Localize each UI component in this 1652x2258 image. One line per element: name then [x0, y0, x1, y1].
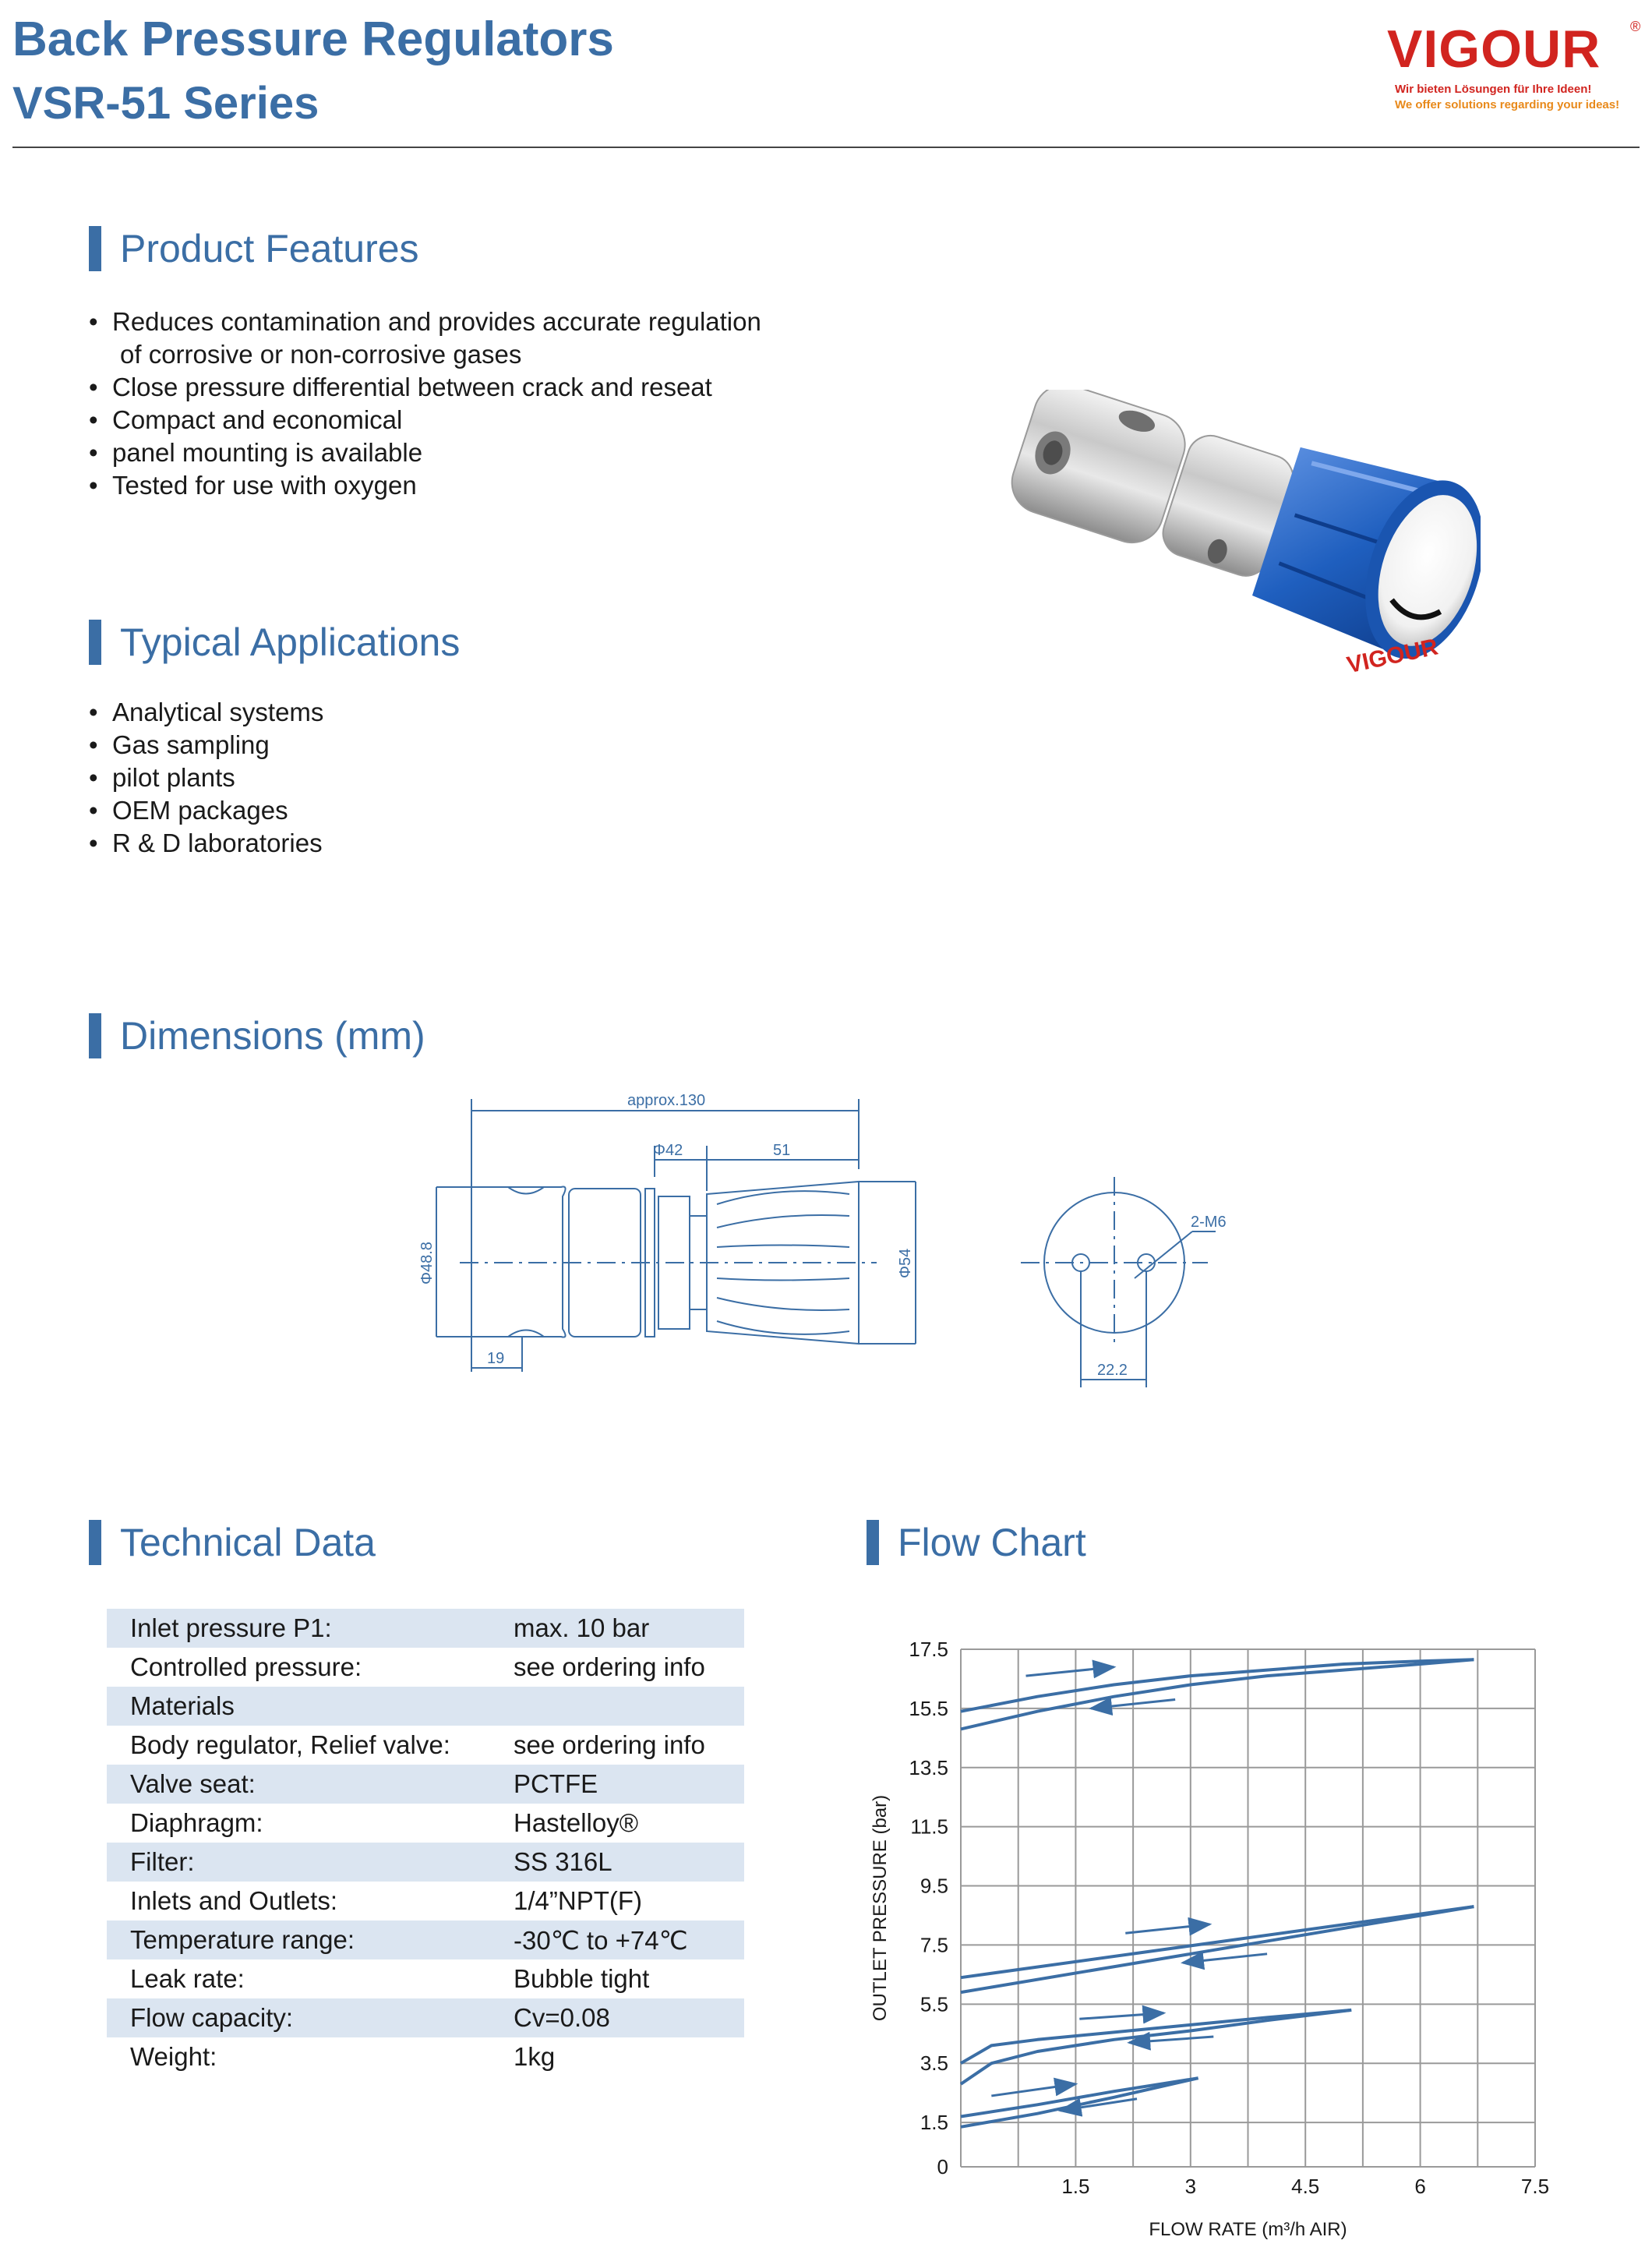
- series-line: [961, 2010, 1351, 2084]
- y-tick-label: 3.5: [920, 2051, 948, 2076]
- series-line: [961, 1659, 1474, 1729]
- direction-arrow: [1079, 2013, 1163, 2019]
- table-row: Materials: [107, 1687, 744, 1726]
- flow-chart: [857, 1621, 1558, 2245]
- series-line: [961, 2078, 1198, 2116]
- direction-arrow: [991, 2084, 1075, 2096]
- dim-51-label: 51: [773, 1142, 791, 1159]
- table-row: Controlled pressure: see ordering info: [130, 1652, 705, 1681]
- dim-phi42-label: Φ42: [653, 1142, 683, 1159]
- series-line: [961, 2078, 1198, 2127]
- table-row: Valve seat: PCTFE: [107, 1765, 744, 1804]
- knob-logo-label: VIGOUR: [1344, 634, 1441, 679]
- list-item: • Close pressure differential between crack and reseat: [89, 371, 761, 404]
- y-tick-label: 1.5: [920, 2111, 948, 2135]
- page-title: Back Pressure Regulators: [12, 12, 614, 66]
- y-tick-label: 11.5: [910, 1815, 948, 1839]
- x-tick-label: 4.5: [1291, 2175, 1320, 2198]
- y-tick-label: 9.5: [920, 1874, 948, 1898]
- table-row: Filter: SS 316L: [107, 1843, 744, 1882]
- y-tick-label: 5.5: [920, 1992, 948, 2016]
- section-title: Product Features: [120, 227, 419, 270]
- list-item: • Tested for use with oxygen: [89, 469, 761, 502]
- logo-wordmark: VIGOUR: [1387, 19, 1601, 79]
- dim-phi48-label: Φ48.8: [418, 1242, 436, 1284]
- list-item: • OEM packages: [89, 794, 323, 827]
- section-marker: [89, 1520, 101, 1565]
- y-tick-label: 17.5: [909, 1638, 948, 1661]
- dim-overall-label: approx.130: [627, 1092, 706, 1109]
- logo-registered-mark: ®: [1630, 19, 1641, 34]
- table-row: Leak rate: Bubble tight: [130, 1964, 650, 1993]
- series-line: [961, 1906, 1474, 1992]
- section-title: Flow Chart: [898, 1521, 1086, 1564]
- table-row: Flow capacity: Cv=0.08: [107, 1998, 744, 2037]
- x-tick-label: 6: [1414, 2175, 1426, 2198]
- y-tick-label: 0: [937, 2155, 948, 2178]
- section-flow-chart: [867, 1520, 1086, 1565]
- y-tick-label: 13.5: [909, 1755, 948, 1779]
- dim-spacing-label: 22.2: [1097, 1362, 1128, 1379]
- list-item: • Reduces contamination and provides accurate regulation of corrosive or non-corrosive gases: [89, 306, 761, 371]
- x-tick-label: 3: [1184, 2175, 1197, 2198]
- table-row: Diaphragm: Hastelloy®: [130, 1808, 639, 1837]
- logo-tagline-de: Wir bieten Lösungen für Ihre Ideen!: [1395, 83, 1592, 96]
- table-row: Inlet pressure P1: max. 10 bar: [107, 1609, 744, 1648]
- y-axis-label: OUTLET PRESSURE (bar): [870, 1794, 891, 2022]
- series-line: [961, 1906, 1474, 1977]
- section-title: Dimensions (mm): [120, 1014, 425, 1058]
- x-tick-label: 7.5: [1520, 2175, 1550, 2198]
- dim-19-label: 19: [487, 1350, 505, 1367]
- list-item: • pilot plants: [89, 762, 323, 794]
- technical-data-table: [107, 1609, 744, 2076]
- direction-arrow: [1125, 1924, 1209, 1933]
- table-row: Inlets and Outlets: 1/4”NPT(F): [130, 1886, 642, 1915]
- table-row: Weight: 1kg: [130, 2042, 556, 2071]
- dim-thread-label: 2-M6: [1191, 1214, 1227, 1231]
- section-technical-data: [89, 1520, 376, 1565]
- direction-arrow: [1026, 1667, 1114, 1676]
- list-item: • panel mounting is available: [89, 436, 761, 469]
- x-axis-label: FLOW RATE (m³/h AIR): [1149, 2219, 1347, 2240]
- direction-arrow: [1183, 1954, 1267, 1963]
- logo-tagline-en: We offer solutions regarding your ideas!: [1395, 98, 1620, 111]
- page-subtitle: VSR-51 Series: [12, 78, 319, 129]
- dim-phi54-label: Φ54: [897, 1248, 914, 1278]
- section-marker: [867, 1520, 879, 1565]
- y-tick-label: 7.5: [920, 1933, 948, 1957]
- table-row: Temperature range: -30℃ to +74℃: [107, 1921, 744, 1959]
- table-row: Body regulator, Relief valve: see ordering info: [130, 1730, 705, 1759]
- list-item: • R & D laboratories: [89, 827, 323, 860]
- list-item: • Analytical systems: [89, 696, 323, 729]
- section-title: Technical Data: [120, 1521, 376, 1564]
- y-tick-label: 15.5: [909, 1696, 948, 1720]
- section-title: Typical Applications: [120, 620, 461, 664]
- list-item: • Compact and economical: [89, 404, 761, 436]
- list-item: • Gas sampling: [89, 729, 323, 762]
- x-tick-label: 1.5: [1061, 2175, 1090, 2198]
